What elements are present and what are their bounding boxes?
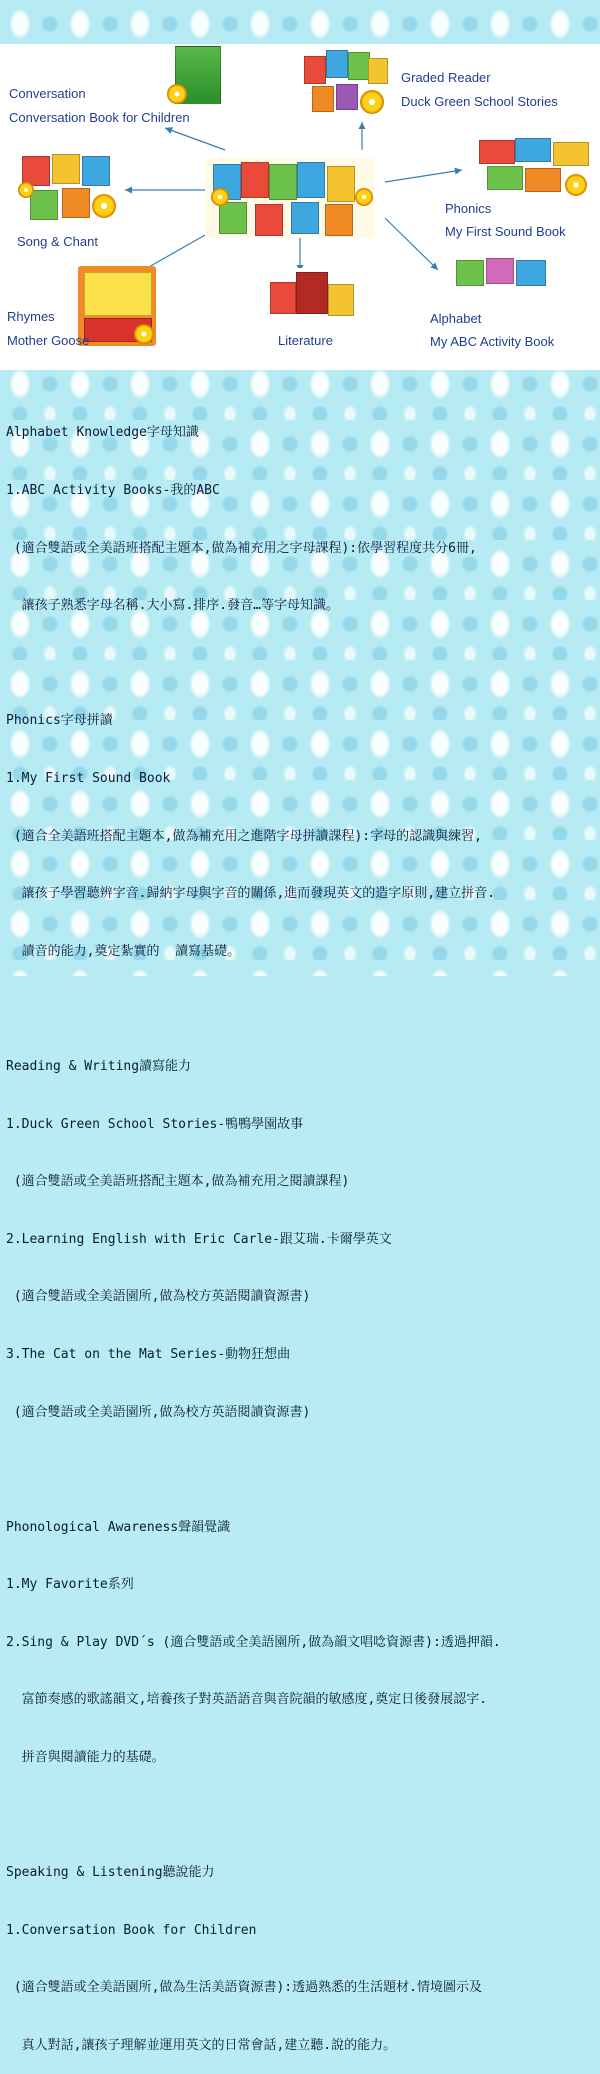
phonics-image [475, 136, 593, 202]
rhymes-mother-goose-image [78, 266, 156, 346]
blank-line [6, 1460, 598, 1479]
text-line: 1.Conversation Book for Children [6, 1922, 257, 1938]
text-line: (適合雙語或全美語園所,做為校方英語閱讀資源書) [6, 1289, 311, 1305]
text-line: (適合全美語班搭配主題本,做為補充用之進階字母拼讀課程):字母的認識與練習, [6, 828, 482, 844]
heading-phonological: Phonological Awareness聲韻覺識 [6, 1519, 231, 1535]
text-line: 3.The Cat on the Mat Series-動物狂想曲 [6, 1346, 291, 1362]
text-line: 1.My Favorite系列 [6, 1577, 134, 1593]
text-line: 讓孩子熟悉字母名稱.大小寫.排序.發音…等字母知識。 [6, 598, 339, 614]
text-line: 1.My First Sound Book [6, 770, 171, 786]
text-line: 1.ABC Activity Books-我的ABC [6, 483, 220, 498]
text-line: 讓孩子學習聽辨字音.歸納字母與字音的關係,進而發現英文的造字原則,建立拼音. [6, 886, 495, 902]
text-line: (適合雙語或全美語班搭配主題本,做為補充用之字母課程):依學習程度共分6冊, [6, 540, 477, 556]
text-line: 讀音的能力,奠定紮實的 讀寫基礎。 [6, 943, 241, 959]
heading-speaking-listening: Speaking & Listening聽說能力 [6, 1865, 215, 1881]
literature-image [266, 268, 356, 326]
heading-reading-writing: Reading & Writing讀寫能力 [6, 1058, 192, 1074]
label-song-chant: Song & Chant [17, 234, 98, 249]
blank-line [6, 1806, 598, 1825]
text-line: 真人對話,讓孩子理解並運用英文的日常會話,建立聽.說的能力。 [6, 2038, 397, 2054]
text-line: (適合雙語或全美語班搭配主題本,做為補充用之閱讀課程) [6, 1174, 350, 1190]
label-conversation-book: Conversation Book for Children [9, 110, 190, 125]
text-line: 1.Duck Green School Stories-鴨鴨學園故事 [6, 1116, 304, 1132]
text-line: (適合雙語或全美語園所,做為生活美語資源書):透過熟悉的生活題材.情境圖示及 [6, 1980, 482, 1996]
label-graded-reader: Graded Reader [401, 70, 491, 85]
heading-alphabet: Alphabet Knowledge字母知識 [6, 425, 199, 441]
text-line: 拼音與閱讀能力的基礎。 [6, 1750, 165, 1766]
text-line: (適合雙語或全美語園所,做為校方英語閱讀資源書) [6, 1404, 311, 1420]
text-line: 2.Learning English with Eric Carle-跟艾瑞.卡爾學英文 [6, 1231, 392, 1247]
heading-phonics: Phonics字母拼讀 [6, 713, 113, 729]
label-alphabet: Alphabet [430, 311, 482, 326]
label-phonics: Phonics [445, 201, 492, 216]
label-conversation: Conversation [9, 86, 86, 101]
label-my-first-sound-book: My First Sound Book [445, 224, 566, 239]
label-mother-goose: Mother Goose [7, 333, 90, 348]
label-literature: Literature [278, 333, 333, 348]
center-product-set-image [205, 158, 375, 238]
conversation-book-image [165, 44, 225, 106]
alphabet-book-image [452, 256, 550, 304]
graded-reader-image [298, 46, 390, 120]
text-line: 2.Sing & Play DVD´s (適合雙語或全美語園所,做為韻文唱唸資源書):透過押韻. [6, 1634, 501, 1650]
label-duck-green: Duck Green School Stories [401, 94, 558, 109]
text-line: 富節奏感的歌謠韻文,培養孩子對英語語音與音院韻的敏感度,奠定日後發展認字. [6, 1692, 488, 1708]
label-rhymes: Rhymes [7, 309, 55, 324]
blank-line [6, 654, 598, 673]
blank-line [6, 999, 598, 1018]
song-chant-image [18, 152, 120, 228]
label-my-abc-activity-book: My ABC Activity Book [430, 334, 555, 349]
curriculum-description [6, 385, 598, 2074]
